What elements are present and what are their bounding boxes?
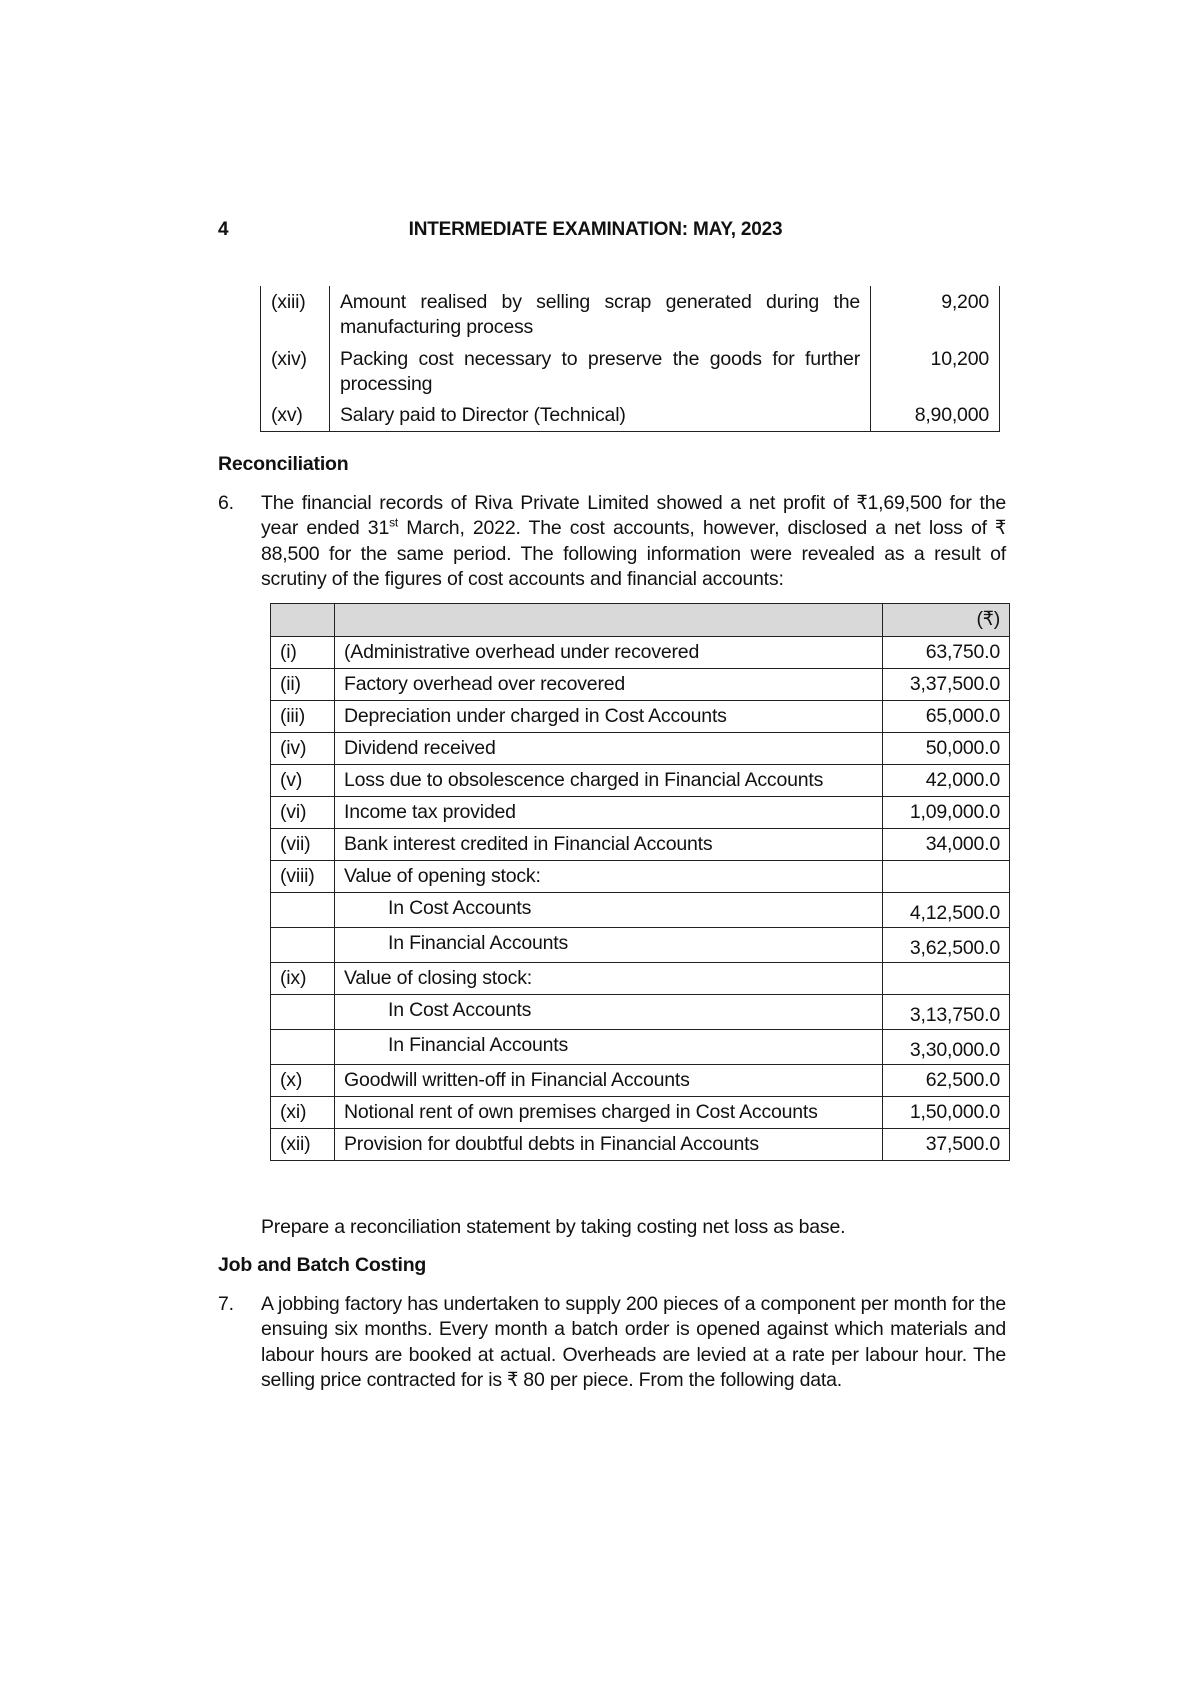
row-number: (ii) [271, 669, 335, 701]
row-description: In Cost Accounts [335, 995, 883, 1030]
table-row [271, 893, 1010, 928]
table-row [271, 829, 1010, 861]
question-6-instruction: Prepare a reconciliation statement by taking costing net loss as base. [261, 1216, 846, 1238]
row-amount: 10,200 [871, 343, 1000, 400]
row-amount: 8,90,000 [871, 399, 1000, 431]
row-description: Value of closing stock: [335, 963, 883, 995]
row-description: Dividend received [335, 733, 883, 765]
row-number: (xii) [271, 1129, 335, 1161]
table-row [271, 1030, 1010, 1065]
table-row [271, 701, 1010, 733]
row-number [271, 893, 335, 928]
row-description: Salary paid to Director (Technical) [330, 399, 871, 431]
row-number: (x) [271, 1065, 335, 1097]
table-row [271, 669, 1010, 701]
table-row [271, 637, 1010, 669]
row-number: (vi) [271, 797, 335, 829]
question-6-number: 6. [218, 492, 234, 514]
continued-cost-table [260, 286, 1000, 432]
table-row [271, 1097, 1010, 1129]
table-row [261, 286, 1000, 343]
table-row [271, 1065, 1010, 1097]
row-number: (xv) [261, 399, 330, 431]
row-number: (vii) [271, 829, 335, 861]
table-row [271, 733, 1010, 765]
row-amount: 37,500.0 [883, 1129, 1010, 1161]
question-7-number: 7. [218, 1293, 234, 1315]
row-number: (i) [271, 637, 335, 669]
row-description: Bank interest credited in Financial Accounts [335, 829, 883, 861]
row-amount: 9,200 [871, 286, 1000, 343]
row-description: Notional rent of own premises charged in Cost Accounts [335, 1097, 883, 1129]
row-amount: 4,12,500.0 [883, 893, 1010, 928]
table-row [271, 1129, 1010, 1161]
row-description: Provision for doubtful debts in Financial Accounts [335, 1129, 883, 1161]
row-amount: 1,09,000.0 [883, 797, 1010, 829]
row-description: Loss due to obsolescence charged in Financial Accounts [335, 765, 883, 797]
row-description: In Financial Accounts [335, 928, 883, 963]
table-header-row [271, 604, 1010, 637]
row-description: Packing cost necessary to preserve the goods for further processing [330, 343, 871, 400]
row-number [271, 1030, 335, 1065]
row-amount [883, 861, 1010, 893]
table-row [271, 995, 1010, 1030]
table-row [271, 928, 1010, 963]
row-description: Income tax provided [335, 797, 883, 829]
table-row [261, 399, 1000, 431]
ordinal-suffix: st [389, 515, 399, 530]
question-6-text: The financial records of Riva Private Limited showed a net profit of ₹1,69,500 for the year ended 31st March, 2022. The cost accounts, however, disclosed a net loss of ₹ 88,500 for the same period. The following information were revealed as a result of scrutiny of the figures of cost accounts and financial accounts: [261, 492, 1006, 591]
row-description: Amount realised by selling scrap generated during the manufacturing process [330, 286, 871, 343]
row-description: Value of opening stock: [335, 861, 883, 893]
row-amount [883, 963, 1010, 995]
row-number: (iii) [271, 701, 335, 733]
row-number: (xiii) [261, 286, 330, 343]
row-number: (v) [271, 765, 335, 797]
table-row [271, 963, 1010, 995]
row-description: Factory overhead over recovered [335, 669, 883, 701]
row-amount: 3,37,500.0 [883, 669, 1010, 701]
reconciliation-table [270, 603, 1010, 1161]
row-number: (xi) [271, 1097, 335, 1129]
row-amount: 1,50,000.0 [883, 1097, 1010, 1129]
table-row [271, 861, 1010, 893]
section-heading-reconciliation: Reconciliation [218, 453, 349, 475]
row-description: Depreciation under charged in Cost Accounts [335, 701, 883, 733]
row-number: (xiv) [261, 343, 330, 400]
row-number: (viii) [271, 861, 335, 893]
row-amount: 42,000.0 [883, 765, 1010, 797]
table-row [271, 797, 1010, 829]
row-amount: 3,30,000.0 [883, 1030, 1010, 1065]
question-7-text: A jobbing factory has undertaken to supply 200 pieces of a component per month for the ensuing six months. Every month a batch order is opened against which materials and labour hours are booked at actual. Overheads are levied at a rate per labour hour. The selling price contracted for is ₹ 80 per piece. From the following data. [261, 1293, 1006, 1392]
row-amount: 62,500.0 [883, 1065, 1010, 1097]
row-amount: 63,750.0 [883, 637, 1010, 669]
row-amount: 50,000.0 [883, 733, 1010, 765]
row-number: (iv) [271, 733, 335, 765]
row-description: In Cost Accounts [335, 893, 883, 928]
running-header: INTERMEDIATE EXAMINATION: MAY, 2023 [408, 219, 783, 240]
currency-header: (₹) [883, 604, 1010, 637]
section-heading-job-batch-costing: Job and Batch Costing [218, 1254, 427, 1276]
row-amount: 3,13,750.0 [883, 995, 1010, 1030]
table-row [271, 765, 1010, 797]
row-amount: 34,000.0 [883, 829, 1010, 861]
row-description: In Financial Accounts [335, 1030, 883, 1065]
row-number [271, 995, 335, 1030]
table-row [261, 343, 1000, 400]
row-number: (ix) [271, 963, 335, 995]
row-number [271, 928, 335, 963]
page-number: 4 [218, 219, 229, 240]
row-amount: 3,62,500.0 [883, 928, 1010, 963]
row-amount: 65,000.0 [883, 701, 1010, 733]
row-description: (Administrative overhead under recovered [335, 637, 883, 669]
row-description: Goodwill written-off in Financial Accounts [335, 1065, 883, 1097]
